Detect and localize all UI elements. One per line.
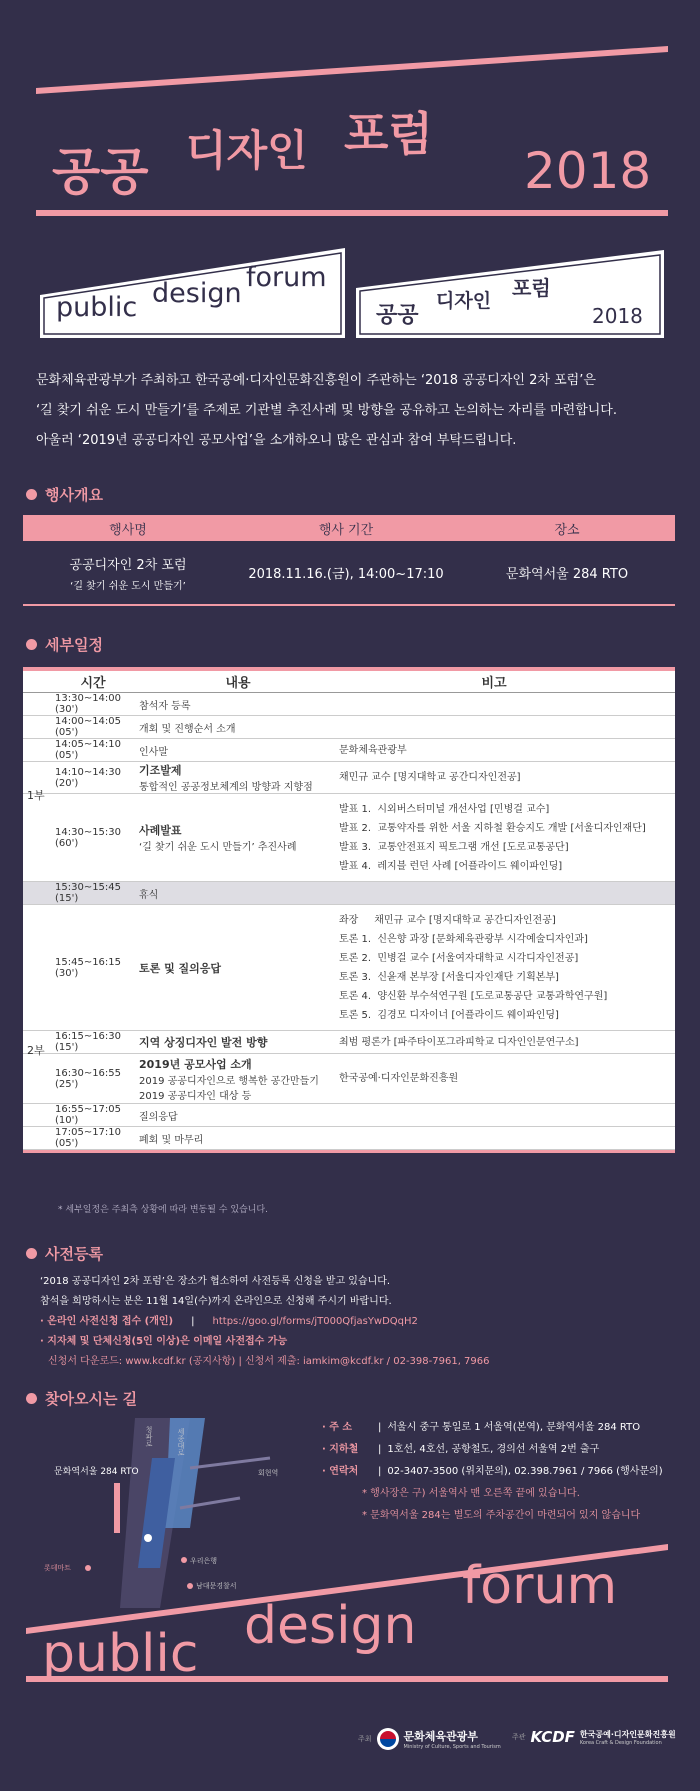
row-content-title: 인사말 bbox=[139, 746, 168, 758]
row-content-sub: 통합적인 공공정보체계의 방향과 지향점 bbox=[139, 782, 313, 793]
row-content bbox=[133, 1108, 333, 1123]
row-content-title: 개회 및 진행순서 소개 bbox=[139, 723, 236, 735]
row-content bbox=[133, 1131, 333, 1146]
logo-en-word-2: design bbox=[152, 278, 242, 309]
overview-heading bbox=[26, 484, 103, 505]
row-time: 13:30~14:00 (30') bbox=[55, 693, 122, 715]
directions-note-1: * 행사장은 구) 서울역사 맨 오른쪽 끝에 있습니다. bbox=[362, 1488, 580, 1499]
row-note bbox=[333, 768, 675, 787]
intro-line-2: ‘길 찾기 쉬운 도시 만들기’를 주제로 기관별 추진사례 및 방향을 공유하고 논의하는 자리를 마련합니다. bbox=[36, 403, 617, 418]
intro-text bbox=[36, 366, 676, 456]
row-time: 15:30~15:45 (15') bbox=[55, 882, 122, 904]
kcdf-logo: KCDF bbox=[530, 1728, 575, 1746]
bullet-dot-icon bbox=[26, 1393, 37, 1404]
schedule-header-row bbox=[23, 667, 675, 693]
registration-group-label: · 지자체 및 단체신청(5인 이상)은 이메일 사전접수 가능 bbox=[40, 1336, 288, 1347]
footer-en-word-1: public bbox=[42, 1624, 199, 1684]
row-content-title: 2019년 공모사업 소개 bbox=[139, 1057, 252, 1071]
overview-header-place: 장소 bbox=[459, 515, 675, 541]
row-content-title: 기조발제 bbox=[139, 764, 182, 777]
organizer-logo bbox=[512, 1728, 676, 1746]
organizer-name: 한국공예·디자인문화진흥원 bbox=[579, 1729, 676, 1739]
title-word-2: 디자인 bbox=[186, 126, 308, 175]
table-row bbox=[23, 1104, 675, 1127]
table-row bbox=[23, 882, 675, 905]
row-content-title: 참석자 등록 bbox=[139, 700, 191, 712]
map-landmark-2: 우리은행 bbox=[190, 1557, 218, 1565]
directions-info: · 주 소 | 서울시 중구 통일로 1 서울역(본역), 문화역서울 284 RTO · 지하철 | 1호선, 4호선, 공항철도, 경의선 서울역 2번 출구 · 연락처 | 02-3407-3500 (위치문의), 02.398.7961 / 7966 (행사문의) * 행사장은 구) 서울역사 맨 오른쪽 끝에 있습니다. * 문화역서울 284는 별도의 주차공간이 마련되어 있지 않습니다 bbox=[322, 1417, 663, 1527]
row-note bbox=[333, 1033, 675, 1052]
logo-ko-word-3: 포럼 bbox=[512, 276, 551, 300]
footer-en-word-3: forum bbox=[462, 1556, 618, 1616]
title-year: 2018 bbox=[524, 142, 652, 200]
row-note-line: 토론 3. 신윤재 본부장 [서울디자인재단 기획본부] bbox=[339, 971, 559, 983]
schedule-heading bbox=[26, 634, 103, 655]
table-row bbox=[23, 716, 675, 739]
directions-title: 찾아오시는 길 bbox=[45, 1390, 138, 1408]
registration-download[interactable]: 신청서 다운로드: www.kcdf.kr (공지사항) | 신청서 제출: iamkim@kcdf.kr / 02-398-7961, 7966 bbox=[48, 1356, 490, 1367]
contact-label: · 연락처 bbox=[322, 1466, 359, 1477]
map-landmark-1: 롯데마트 bbox=[44, 1564, 72, 1572]
registration-online-label: · 온라인 사전신청 접수 (개인) bbox=[40, 1316, 174, 1327]
separator: | bbox=[191, 1316, 195, 1327]
venue-marker bbox=[114, 1483, 120, 1533]
row-content bbox=[133, 1056, 333, 1102]
organizer-label: 주관 bbox=[512, 1733, 526, 1741]
row-content-sub: 2019 공공디자인으로 행복한 공간만들기 2019 공공디자인 대상 등 bbox=[139, 1075, 319, 1102]
schedule-title: 세부일정 bbox=[45, 636, 103, 654]
row-content bbox=[133, 1034, 333, 1050]
overview-title: 행사개요 bbox=[45, 486, 103, 504]
row-time: 16:55~17:05 (10') bbox=[55, 1104, 122, 1126]
map-station-label: 회현역 bbox=[258, 1469, 279, 1477]
subway-value: 1호선, 4호선, 공항철도, 경의선 서울역 2번 출구 bbox=[387, 1444, 600, 1455]
bullet-dot-icon bbox=[26, 1248, 37, 1259]
registration-text bbox=[40, 1272, 490, 1372]
row-note bbox=[333, 1069, 675, 1088]
part-1-label: 1부 bbox=[27, 789, 45, 802]
overview-header-period: 행사 기간 bbox=[233, 515, 459, 541]
registration-online-link[interactable]: https://goo.gl/forms/jT000QfjasYwDQqH2 bbox=[212, 1316, 418, 1327]
row-note-line: 발표 2. 교통약자를 위한 서울 지하철 환승지도 개발 [서울디자인재단] bbox=[339, 822, 646, 834]
row-content-title: 폐회 및 마무리 bbox=[139, 1134, 204, 1146]
row-note bbox=[333, 741, 675, 760]
directions-heading bbox=[26, 1388, 137, 1409]
header-top-line bbox=[36, 46, 668, 94]
intro-line-1: 문화체육관광부가 주최하고 한국공예·디자인문화진흥원이 주관하는 ‘2018 공공디자인 2차 포럼’은 bbox=[36, 373, 596, 388]
row-note-line: 토론 4. 양신환 부수석연구원 [도로교통공단 교통과학연구원] bbox=[339, 990, 608, 1002]
registration-heading bbox=[26, 1243, 103, 1264]
row-note-line: 토론 5. 김경모 디자이너 [어플라이드 웨이파인딩] bbox=[339, 1009, 559, 1021]
address-value: 서울시 중구 통일로 1 서울역(본역), 문화역서울 284 RTO bbox=[387, 1422, 641, 1433]
host-name: 문화체육관광부 bbox=[403, 1730, 478, 1743]
table-row bbox=[23, 693, 675, 716]
map-road-label-2: 청파로 bbox=[145, 1426, 153, 1447]
row-content-title: 휴식 bbox=[139, 889, 159, 901]
taegeuk-icon bbox=[377, 1728, 399, 1750]
registration-title: 사전등록 bbox=[45, 1245, 103, 1263]
row-content bbox=[133, 720, 333, 735]
row-content bbox=[133, 762, 333, 793]
overview-table bbox=[23, 515, 675, 606]
schedule-header-note: 비고 bbox=[481, 676, 507, 691]
subway-label: · 지하철 bbox=[322, 1444, 359, 1455]
overview-header-name: 행사명 bbox=[23, 515, 233, 541]
registration-line-2: 참석을 희망하시는 분은 11월 14일(수)까지 온라인으로 신청해 주시기 바랍니다. bbox=[40, 1296, 392, 1307]
map-road-label: 세종대로 bbox=[177, 1428, 185, 1456]
row-note-line: 최범 평론가 [파주타이포그라피학교 디자인인문연구소] bbox=[339, 1036, 579, 1048]
overview-event-name-cell bbox=[23, 541, 233, 605]
table-row bbox=[23, 762, 675, 794]
row-content-title: 질의응답 bbox=[139, 1111, 178, 1123]
row-content bbox=[133, 743, 333, 758]
row-note-line: 토론 1. 신은향 과장 [문화체육관광부 시각예술디자인과] bbox=[339, 933, 588, 945]
row-time: 14:05~14:10 (05') bbox=[55, 739, 122, 761]
table-row bbox=[23, 1054, 675, 1104]
row-time: 14:10~14:30 (20') bbox=[55, 766, 122, 789]
table-row bbox=[23, 1127, 675, 1150]
row-content-sub: ‘길 찾기 쉬운 도시 만들기’ 추진사례 bbox=[139, 842, 297, 853]
row-time: 16:15~16:30 (15') bbox=[55, 1031, 122, 1053]
schedule-header-time: 시간 bbox=[80, 676, 106, 691]
map-place-label: 문화역서울 284 RTO bbox=[54, 1467, 139, 1477]
row-content-title: 지역 상징디자인 발전 방향 bbox=[139, 1036, 268, 1049]
schedule-footnote: * 세부일정은 주최측 상황에 따라 변동될 수 있습니다. bbox=[58, 1205, 268, 1215]
row-time: 15:45~16:15 (30') bbox=[55, 956, 122, 979]
logo-en-word-3: forum bbox=[246, 262, 327, 293]
row-note-line: 좌장 채민규 교수 [명지대학교 공간디자인전공] bbox=[339, 914, 556, 926]
row-note-line: 발표 4. 레지블 런던 사례 [어플라이드 웨이파인딩] bbox=[339, 860, 563, 872]
host-label: 주최 bbox=[358, 1735, 372, 1743]
map-landmark-3: 남대문경찰서 bbox=[196, 1582, 237, 1590]
overview-place: 문화역서울 284 RTO bbox=[459, 541, 675, 605]
intro-line-3: 아울러 ‘2019년 공공디자인 공모사업’을 소개하오니 많은 관심과 참여 부탁드립니다. bbox=[36, 433, 517, 448]
organizer-en: Korea Craft & Design Foundation bbox=[579, 1739, 662, 1746]
row-note-line: 한국공예·디자인문화진흥원 bbox=[339, 1073, 459, 1084]
host-en: Ministry of Culture, Sports and Tourism bbox=[403, 1744, 501, 1750]
row-content bbox=[133, 822, 333, 853]
logo-ko-word-1: 공공 bbox=[376, 303, 419, 328]
bullet-dot-icon bbox=[26, 489, 37, 500]
logo-ko-word-2: 디자인 bbox=[436, 290, 492, 312]
row-note bbox=[333, 800, 675, 876]
directions-note-2: * 문화역서울 284는 별도의 주차공간이 마련되어 있지 않습니다 bbox=[362, 1510, 641, 1521]
title-word-3: 포럼 bbox=[344, 107, 433, 161]
row-content bbox=[133, 697, 333, 712]
overview-period: 2018.11.16.(금), 14:00~17:10 bbox=[233, 541, 459, 605]
table-row bbox=[23, 1031, 675, 1054]
row-note-line: 발표 1. 시외버스터미널 개선사업 [민병걸 교수] bbox=[339, 803, 550, 815]
row-note-line: 토론 2. 민병걸 교수 [서울여자대학교 시각디자인전공] bbox=[339, 952, 579, 964]
contact-value: 02-3407-3500 (위치문의), 02.398.7961 / 7966 (행사문의) bbox=[387, 1466, 663, 1477]
schedule-table bbox=[23, 667, 675, 1153]
host-logo bbox=[358, 1728, 501, 1750]
table-row bbox=[23, 794, 675, 882]
overview-event-sub: ‘길 찾기 쉬운 도시 만들기’ bbox=[70, 580, 186, 592]
table-row bbox=[23, 905, 675, 1031]
part-2-label: 2부 bbox=[27, 1044, 45, 1057]
overview-event-name: 공공디자인 2차 포럼 bbox=[69, 557, 187, 573]
logo-en-word-1: public bbox=[56, 292, 138, 323]
schedule-header-content: 내용 bbox=[225, 676, 251, 691]
row-content bbox=[133, 960, 333, 976]
row-content bbox=[133, 886, 333, 901]
row-time: 17:05~17:10 (05') bbox=[55, 1127, 122, 1149]
row-note bbox=[333, 911, 675, 1025]
row-content-title: 토론 및 질의응답 bbox=[139, 961, 222, 975]
bullet-dot-icon bbox=[26, 639, 37, 650]
table-row bbox=[23, 739, 675, 762]
row-note-line: 발표 3. 교통안전표지 픽토그램 개선 [도로교통공단] bbox=[339, 841, 569, 853]
title-word-1: 공공 bbox=[52, 143, 149, 201]
registration-line-1: ‘2018 공공디자인 2차 포럼’은 장소가 협소하여 사전등록 신청을 받고 있습니다. bbox=[40, 1276, 391, 1287]
footer-en-word-2: design bbox=[244, 1596, 417, 1656]
row-note-line: 채민규 교수 [명지대학교 공간디자인전공] bbox=[339, 772, 521, 783]
row-time: 14:00~14:05 (05') bbox=[55, 716, 122, 738]
logo-ko-year: 2018 bbox=[592, 304, 643, 328]
header-bottom-line bbox=[36, 210, 668, 216]
row-time: 14:30~15:30 (60') bbox=[55, 826, 122, 849]
schedule-rows bbox=[23, 693, 675, 1150]
row-note-line: 문화체육관광부 bbox=[339, 744, 407, 756]
address-label: · 주 소 bbox=[322, 1422, 353, 1433]
row-content-title: 사례발표 bbox=[139, 824, 182, 837]
row-time: 16:30~16:55 (25') bbox=[55, 1067, 122, 1090]
